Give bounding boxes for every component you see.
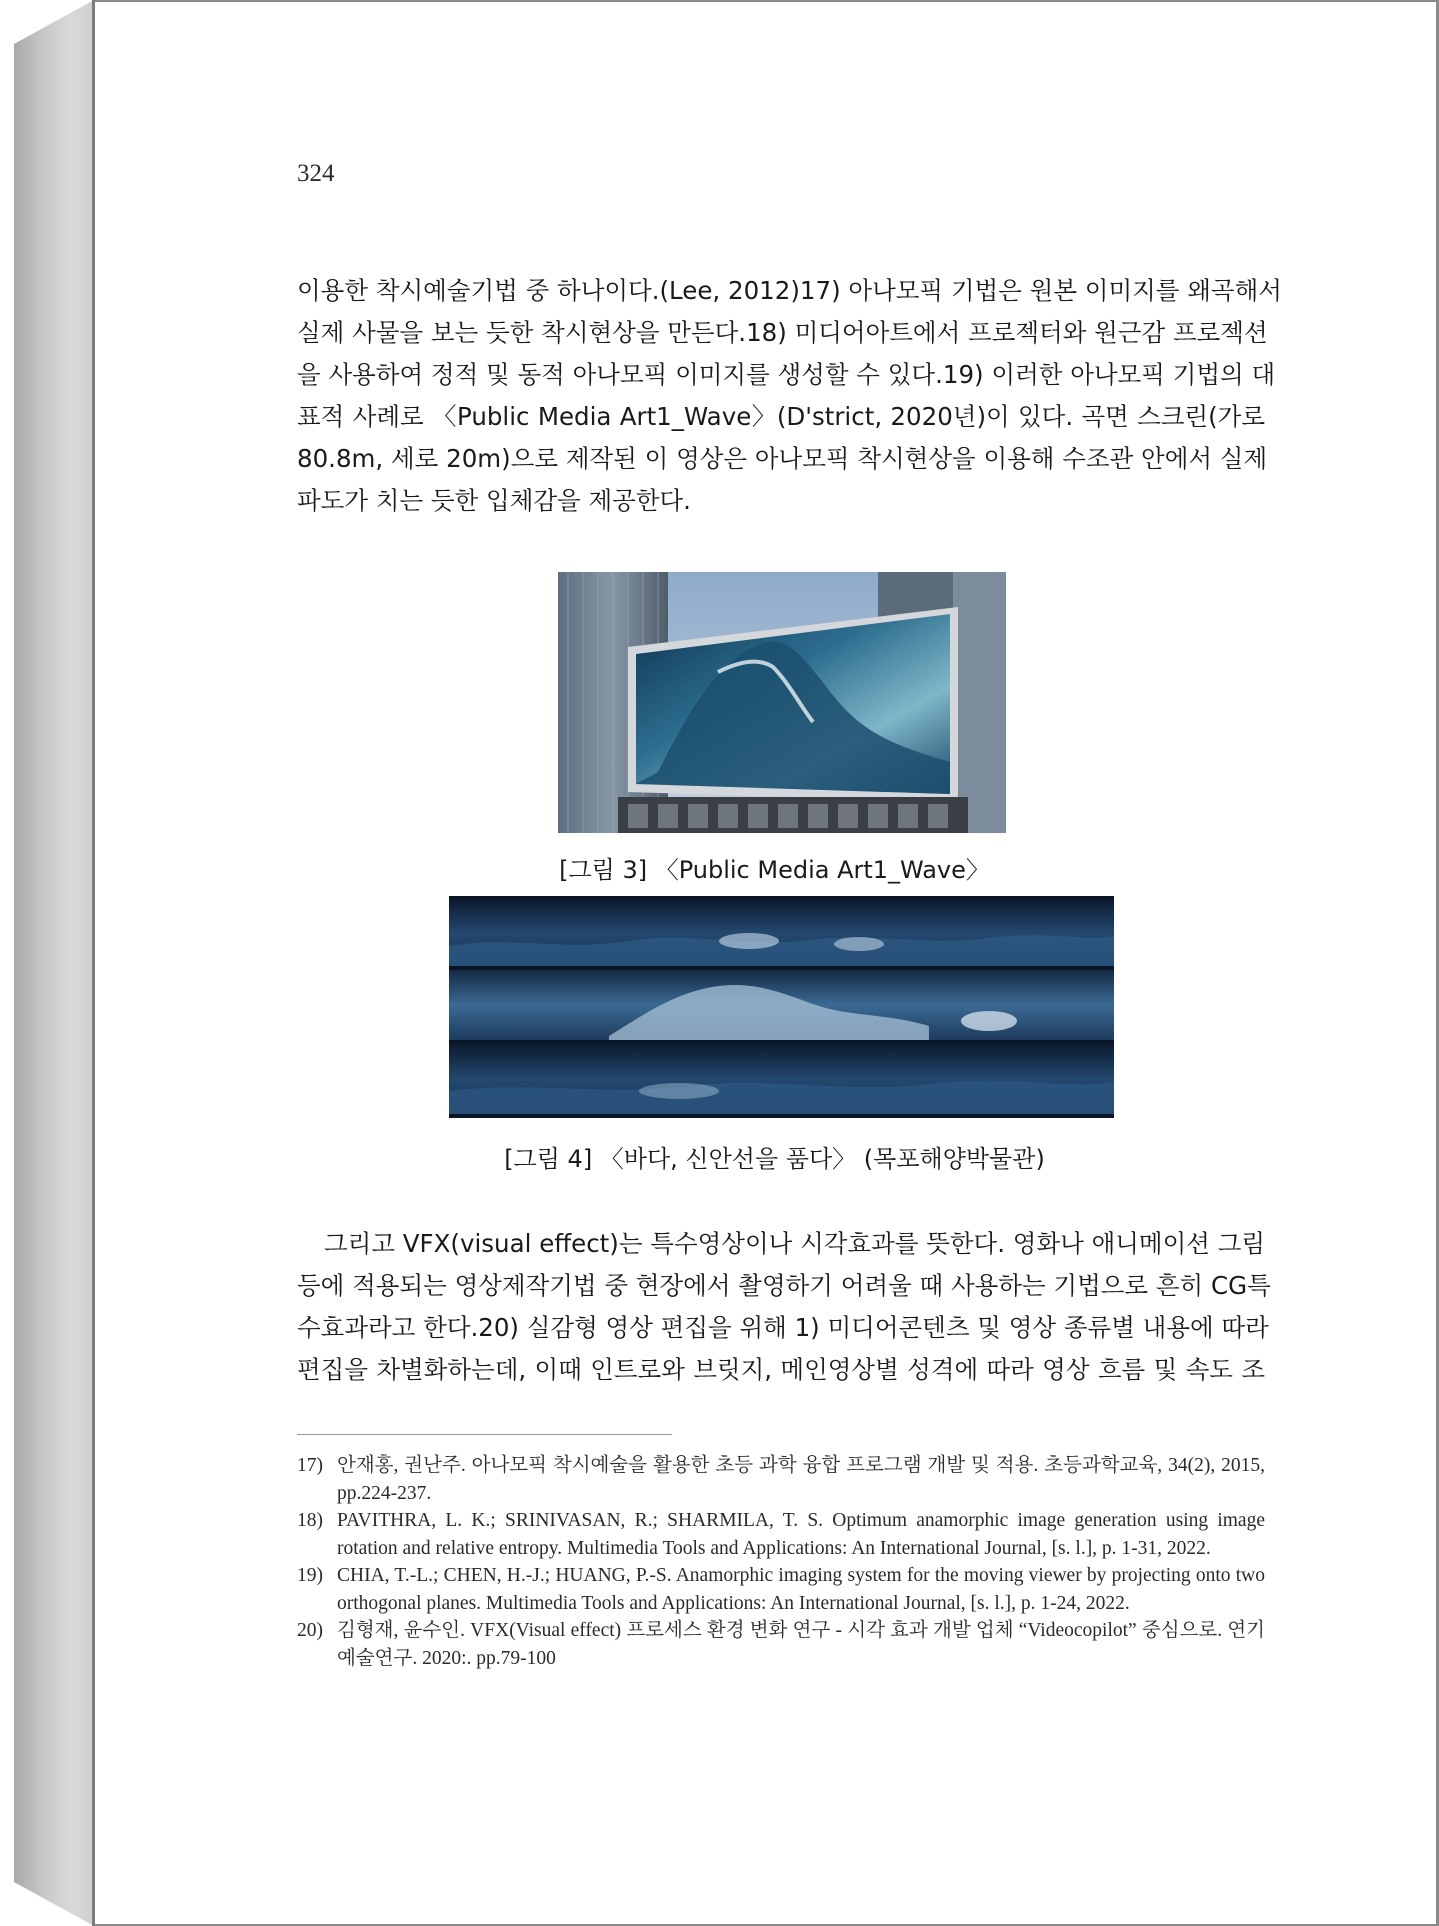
footnotes	[297, 1452, 1265, 1672]
text-line: 이용한 착시예술기법 중 하나이다.(Lee, 2012)17) 아나모픽 기법은 원본 이미지를 왜곡해서	[297, 276, 1282, 305]
text-line: 80.8m, 세로 20m)으로 제작된 이 영상은 아나모픽 착시현상을 이용해 수조관 안에서 실제	[297, 444, 1268, 473]
footnote-text: PAVITHRA, L. K.; SRINIVASAN, R.; SHARMILA, T. S. Optimum anamorphic image generation using image rotation and relative entropy. Multimedia Tools and Applications: An International Journal, [s. l.], p. 1-31, 2022.	[337, 1510, 1265, 1559]
wave-building-illustration	[558, 572, 1006, 833]
text-line: 표적 사례로 〈Public Media Art1_Wave〉(D'strict, 2020년)이 있다. 곡면 스크린(가로	[297, 402, 1265, 431]
body-paragraph-1	[297, 270, 1282, 522]
text-line: 등에 적용되는 영상제작기법 중 현장에서 촬영하기 어려울 때 사용하는 기법으로 흔히 CG특	[297, 1271, 1271, 1300]
footnote-text: 김형재, 윤수인. VFX(Visual effect) 프로세스 환경 변화 연구 - 시각 효과 개발 업체 “Videocopilot” 중심으로. 연기예술연구. 2020:. pp.79-100	[337, 1620, 1265, 1669]
body-paragraph-2	[297, 1223, 1271, 1391]
ocean-panorama-illustration	[449, 896, 1114, 1118]
footnote	[297, 1617, 1265, 1672]
footnote-separator	[297, 1434, 672, 1435]
figure-3-image	[558, 572, 1006, 833]
text-line: 실제 사물을 보는 듯한 착시현상을 만든다.18) 미디어아트에서 프로젝터와 원근감 프로젝션	[297, 318, 1268, 347]
text-line: 파도가 치는 듯한 입체감을 제공한다.	[297, 486, 691, 515]
footnote	[297, 1507, 1265, 1562]
text-line: 그리고 VFX(visual effect)는 특수영상이나 시각효과를 뜻한다. 영화나 애니메이션 그림	[324, 1229, 1266, 1258]
text-line: 을 사용하여 정적 및 동적 아나모픽 이미지를 생성할 수 있다.19) 이러한 아나모픽 기법의 대	[297, 360, 1276, 389]
footnote-text: 안재홍, 권난주. 아나모픽 착시예술을 활용한 초등 과학 융합 프로그램 개발 및 적용. 초등과학교육, 34(2), 2015, pp.224-237.	[337, 1455, 1265, 1504]
footnote-number: 19)	[297, 1565, 323, 1586]
footnote-number: 18)	[297, 1510, 323, 1531]
page-number: 324	[297, 160, 335, 187]
text-line: 수효과라고 한다.20) 실감형 영상 편집을 위해 1) 미디어콘텐츠 및 영상 종류별 내용에 따라	[297, 1313, 1269, 1342]
footnote-number: 17)	[297, 1455, 323, 1476]
figure-4-image	[449, 896, 1114, 1118]
footnote-number: 20)	[297, 1620, 323, 1641]
figure-4-caption: [그림 4] 〈바다, 신안선을 품다〉 (목포해양박물관)	[504, 1145, 1045, 1173]
book-spine	[14, 0, 94, 1926]
figure-3-caption: [그림 3] 〈Public Media Art1_Wave〉	[559, 856, 990, 884]
footnote-text: CHIA, T.-L.; CHEN, H.-J.; HUANG, P.-S. Anamorphic imaging system for the moving viewer by projecting onto two orthogonal planes. Multimedia Tools and Applications: An International Journal, [s. l.], p. 1-24, 2022.	[337, 1565, 1265, 1614]
footnote	[297, 1452, 1265, 1507]
footnote	[297, 1562, 1265, 1617]
text-line: 편집을 차별화하는데, 이때 인트로와 브릿지, 메인영상별 성격에 따라 영상 흐름 및 속도 조	[297, 1355, 1265, 1384]
